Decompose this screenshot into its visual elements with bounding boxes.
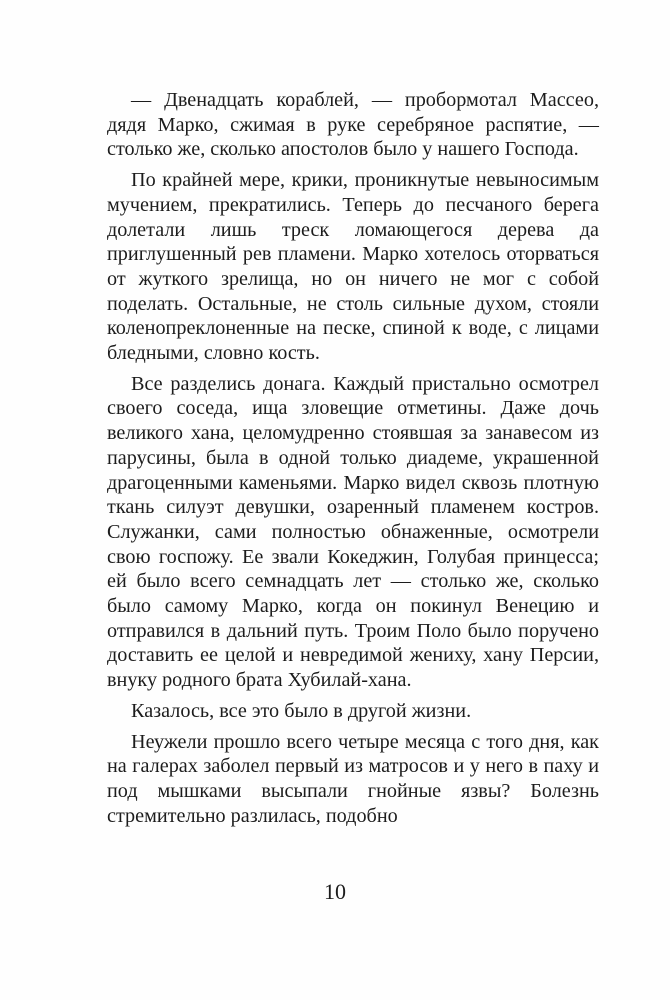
paragraph-3: Все разделись донага. Каждый пристально осмотрел своего соседа, ища зловещие отметины. Даже дочь великого хана, целомудренно стоявшая за занавесом из парусины, была в одной только диадеме, украшенной драгоценными каменьями. Марко видел сквозь плотную ткань силуэт девушки, озаренный пламенем костров. Служанки, сами полностью обнаженные, осмотрели свою госпожу. Ее звали Кокеджин, Голубая принцесса; ей было всего семнадцать лет — столько же, сколько было самому Марко, когда он покинул Венецию и отправился в дальний путь. Троим Поло было поручено доставить ее целой и невредимой жениху, хану Персии, внуку родного брата Хубилай-хана. [107,372,599,692]
page-number: 10 [324,879,346,904]
paragraph-4: Казалось, все это было в другой жизни. [131,699,472,722]
paragraph-5: Неужели прошло всего четыре месяца с того дня, как на галерах заболел первый из матросов и у него в паху и под мышками высыпали гнойные язвы? Болезнь стремительно разлилась, подобно [107,730,599,827]
body-text [107,88,599,834]
paragraph-1: — Двенадцать кораблей, — пробормотал Массео, дядя Марко, сжимая в руке серебряное распятие, — столько же, сколько апостолов было у нашего Господа. [107,89,599,161]
paragraph-2: По крайней мере, крики, проникнутые невыносимым мучением, прекратились. Теперь до песчаного берега долетали лишь треск ломающегося дерева да приглушенный рев пламени. Марко хотелось оторваться от жуткого зрелища, но он ничего не мог с собой поделать. Остальные, не столь сильные духом, стояли коленопреклоненные на песке, спиной к воде, с лицами бледными, словно кость. [107,169,599,365]
